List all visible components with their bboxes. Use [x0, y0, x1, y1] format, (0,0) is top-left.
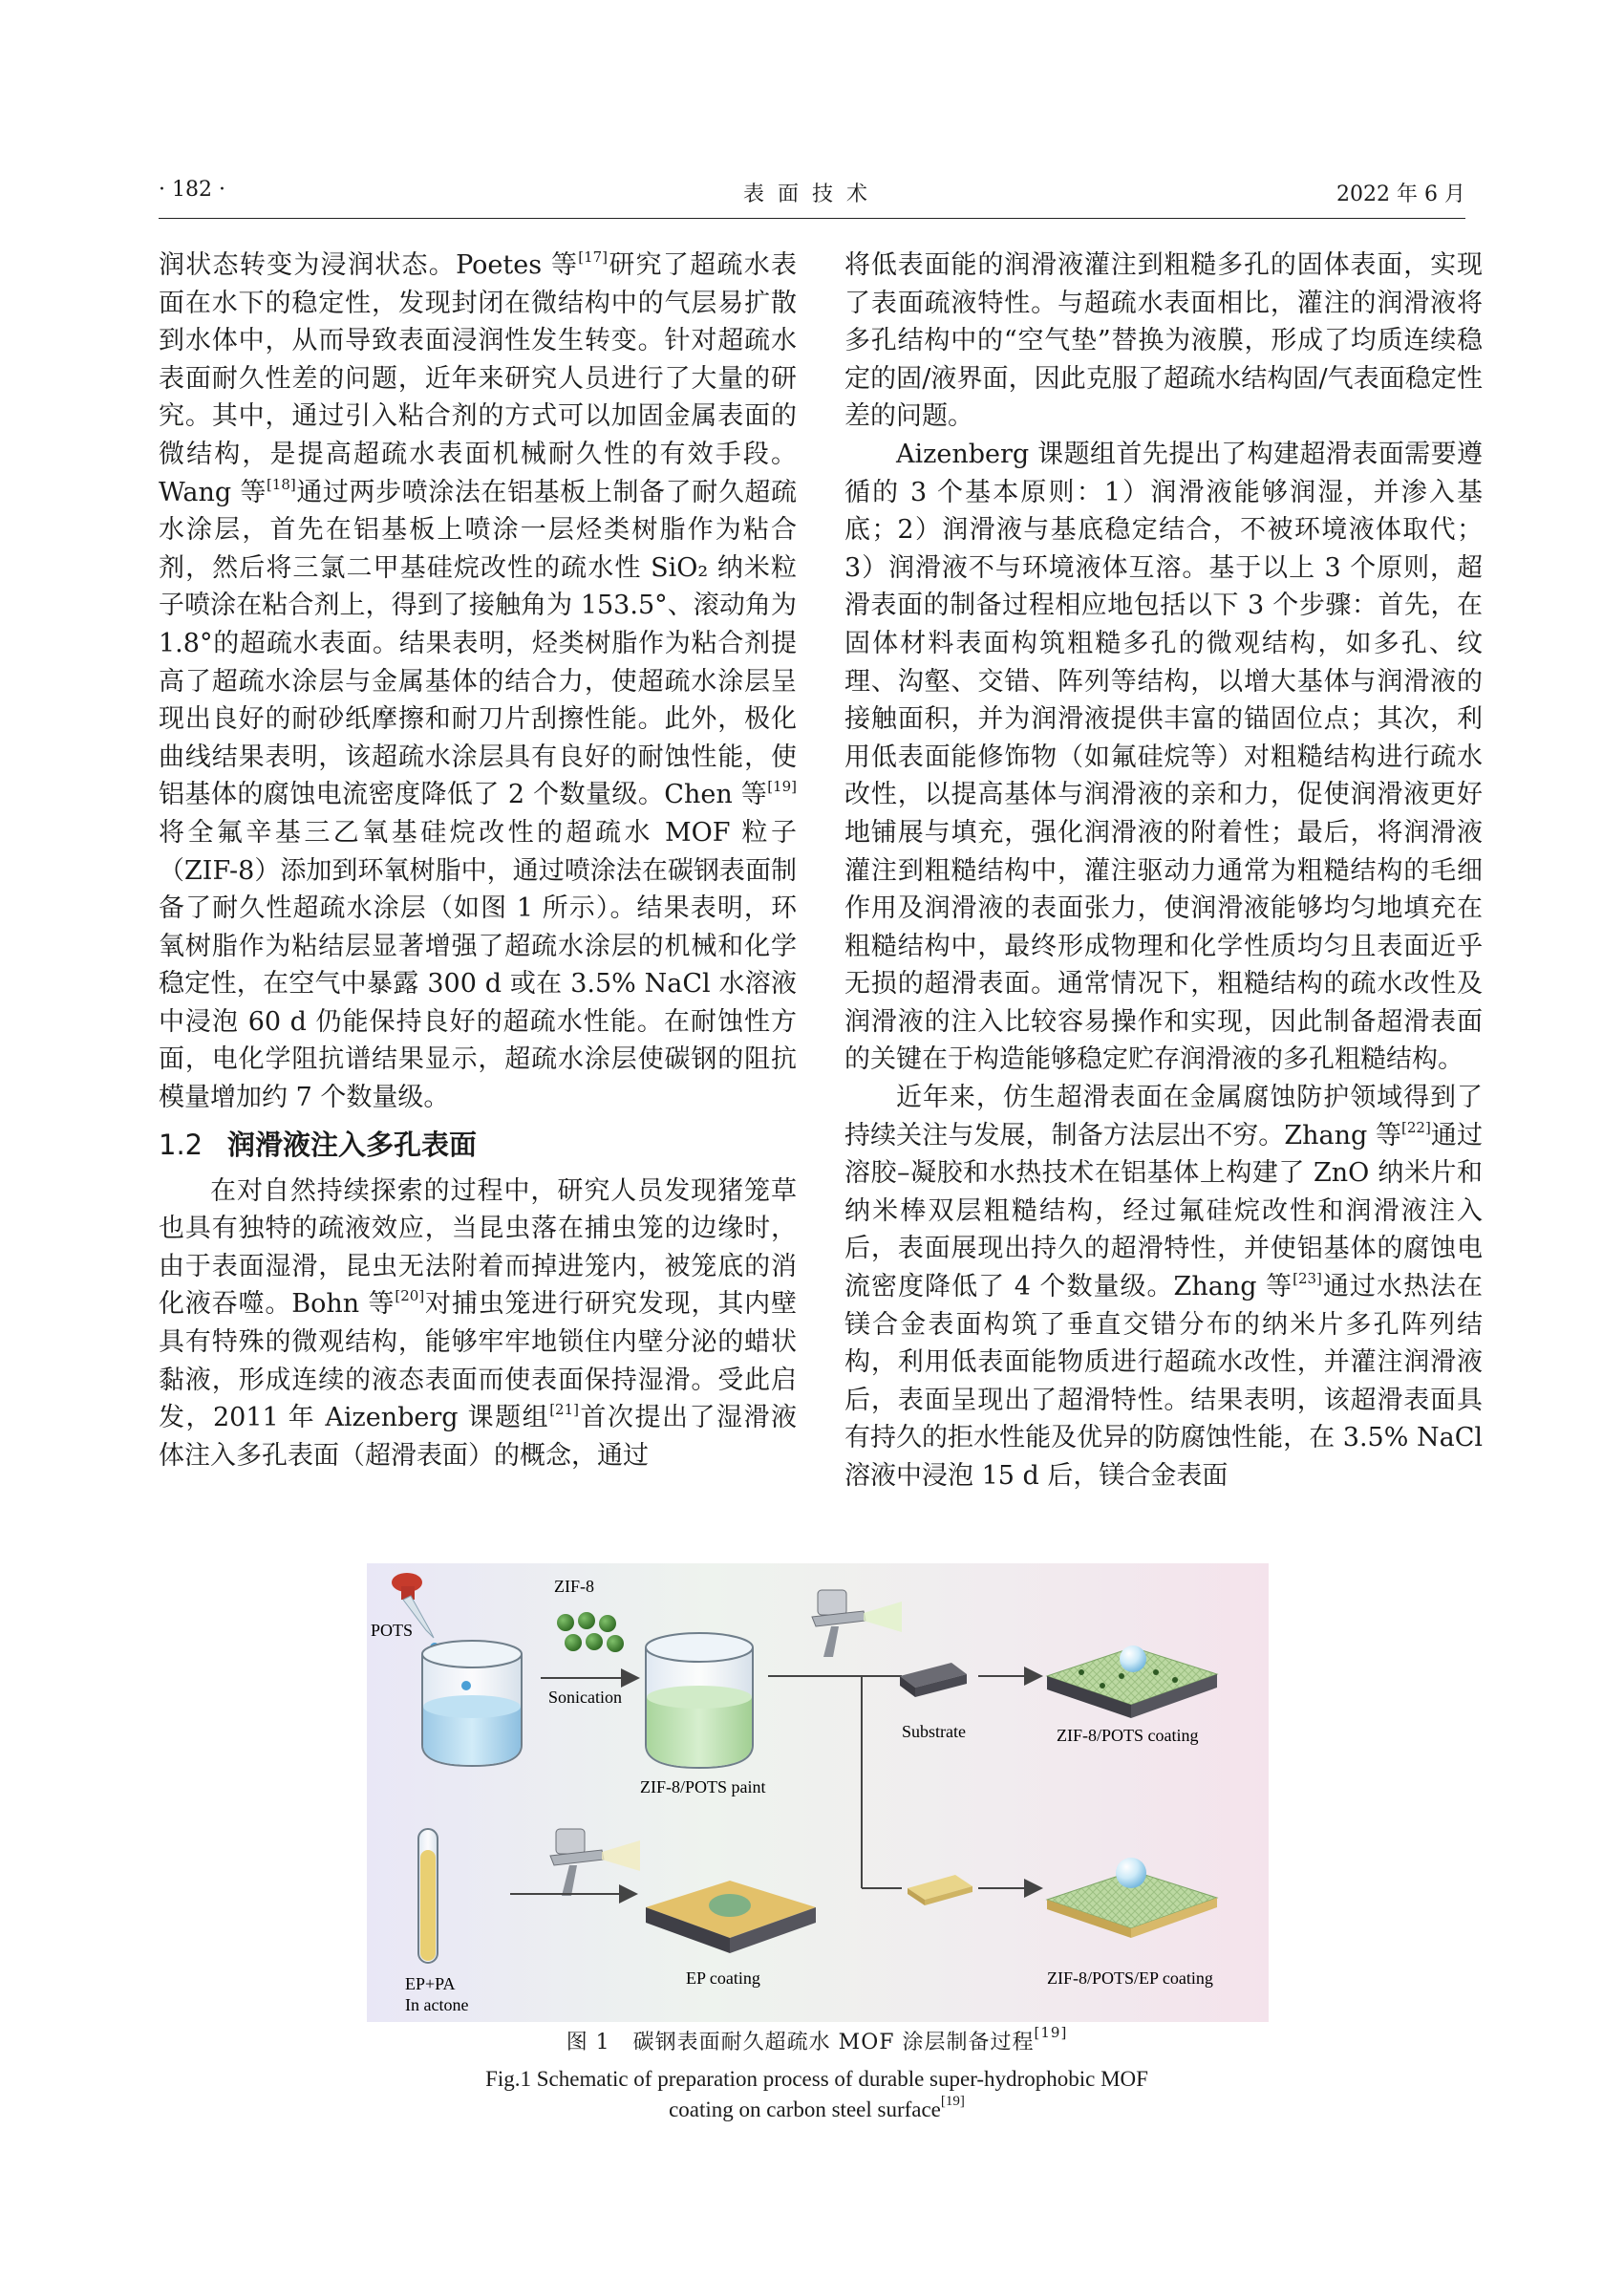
zif8-pots-coated-block	[1047, 1645, 1217, 1718]
spray-gun-icon	[550, 1829, 640, 1896]
issue-date: 2022 年 6 月	[1336, 183, 1465, 206]
zif8-particles	[557, 1612, 624, 1652]
right-column	[844, 247, 1483, 1495]
journal-title: 表面技术	[742, 183, 881, 206]
text-run: 通过水热法在镁合金表面构筑了垂直交错分布的纳米片多孔阵列结构，利用低表面能物质进行超疏水改性，并灌注润滑液后，表面呈现出了超滑特性。结果表明，该超滑表面具有持久的拒水性能及优异的防腐蚀性能，在 3.5% NaCl 溶液中浸泡 15 d 后，镁合金表面	[844, 1272, 1483, 1491]
citation-ref[interactable]: [19]	[767, 778, 797, 796]
label-ep-pa: EP+PA	[405, 1974, 456, 1993]
spray-gun-icon	[812, 1590, 902, 1657]
text-run: 近年来，仿生超滑表面在金属腐蚀防护领域得到了持续关注与发展，制备方法层出不穷。Zhang 等	[844, 1083, 1483, 1151]
text-run: 将全氟辛基三乙氧基硅烷改性的超疏水 MOF 粒子（ZIF-8）添加到环氧树脂中，通过喷涂法在碳钢表面制备了耐久性超疏水涂层（如图 1 所示）。结果表明，环氧树脂作为粘结层显著增强了超疏水涂层的机械和化学稳定性，在空气中暴露 300 d 或在 3.5% NaCl 水溶液中浸泡 60 d 仍能保持良好的超疏水性能。在耐蚀性方面，电化学阻抗谱结果显示，超疏水涂层使碳钢的阻抗模量增加约 7 个数量级。	[159, 817, 797, 1113]
citation-ref[interactable]: [19]	[940, 2094, 965, 2109]
label-paint: ZIF-8/POTS paint	[640, 1777, 766, 1796]
paragraph	[844, 1079, 1483, 1495]
paragraph	[159, 247, 797, 1117]
label-sonication: Sonication	[548, 1688, 622, 1707]
paragraph: 将低表面能的润滑液灌注到粗糙多孔的固体表面，实现了表面疏液特性。与超疏水表面相比，灌注的润滑液将多孔结构中的“空气垫”替换为液膜，形成了均质连续稳定的固/液界面，因此克服了超疏水结构固/气表面稳定性差的问题。	[844, 250, 1483, 432]
beaker-pots	[422, 1641, 522, 1766]
figure-label: 图 1	[566, 2031, 610, 2054]
paragraph	[159, 1172, 797, 1475]
label-coating-2: ZIF-8/POTS/EP coating	[1047, 1968, 1213, 1988]
paragraph: Aizenberg 课题组首先提出了构建超滑表面需要遵循的 3 个基本原则：1）润滑液能够润湿，并渗入基底；2）润滑液与基底稳定结合，不被环境液体取代；3）润滑液不与环境液体互溶。基于以上 3 个原则，超滑表面的制备过程相应地包括以下 3 个步骤：首先，在固体材料表面构筑粗糙多孔的微观结构，如多孔、纹理、沟壑、交错、阵列等结构，以增大基体与润滑液的接触面积，并为润滑液提供丰富的锚固位点；其次，利用低表面能修饰物（如氟硅烷等）对粗糙结构进行疏水改性，以提高基体与润滑液的亲和力，促使润滑液更好地铺展与填充，强化润滑液的附着性；最后，将润滑液灌注到粗糙结构中，灌注驱动力通常为粗糙结构的毛细作用及润滑液的表面张力，使润滑液能够均匀地填充在粗糙结构中，最终形成物理和化学性质均匀且表面近乎无损的超滑表面。通常情况下，粗糙结构的疏水改性及润滑液的注入比较容易操作和实现，因此制备超滑表面的关键在于构造能够稳定贮存润滑液的多孔粗糙结构。	[844, 439, 1483, 1075]
label-ep-coating: EP coating	[686, 1968, 760, 1988]
text-run: 首次提出了湿滑液体注入多孔表面（超滑表面）的概念，通过	[159, 1403, 798, 1471]
left-column	[159, 247, 797, 1474]
text-run: 在对自然持续探索的过程中，研究人员发现猪笼草也具有独特的疏液效应，当昆虫落在捕虫笼的边缘时，由于表面湿滑，昆虫无法附着而掉进笼内，被笼底的消化液吞噬。Bohn 等	[159, 1175, 797, 1320]
section-number: 1.2	[159, 1128, 203, 1161]
substrate-block	[900, 1663, 967, 1697]
citation-ref[interactable]: [22]	[1401, 1118, 1431, 1136]
dropper-icon	[392, 1573, 439, 1652]
section-heading	[159, 1123, 797, 1167]
citation-ref[interactable]: [21]	[549, 1401, 579, 1419]
label-zif8: ZIF-8	[554, 1577, 594, 1596]
figure-1	[367, 1563, 1269, 2022]
section-title: 润滑液注入多孔表面	[227, 1128, 478, 1161]
figure-caption-zh	[325, 2024, 1309, 2058]
header-rule	[159, 218, 1465, 219]
citation-ref[interactable]: [23]	[1293, 1270, 1322, 1288]
citation-ref[interactable]: [18]	[266, 475, 296, 493]
caption-line: Fig.1 Schematic of preparation process of durable super-hydrophobic MOF	[485, 2067, 1148, 2091]
text-run: 研究了超疏水表面在水下的稳定性，发现封闭在微结构中的气层易扩散到水体中，从而导致表面浸润性发生转变。针对超疏水表面耐久性差的问题，近年来研究人员进行了大量的研究。其中，通过引入粘合剂的方式可以加固金属表面的微结构，是提高超疏水表面机械耐久性的有效手段。Wang 等	[159, 250, 797, 507]
beaker-paint	[646, 1633, 753, 1768]
label-pots: POTS	[371, 1621, 414, 1640]
caption-text: coating on carbon steel surface	[669, 2097, 941, 2121]
citation-ref[interactable]: [20]	[395, 1287, 425, 1305]
citation-ref[interactable]: [17]	[578, 248, 609, 266]
page-number: · 182 ·	[159, 178, 225, 202]
test-tube-ep-pa	[418, 1829, 438, 1963]
citation-ref[interactable]: [19]	[1034, 2024, 1068, 2041]
label-coating-1: ZIF-8/POTS coating	[1057, 1726, 1199, 1745]
text-run: 通过两步喷涂法在铝基板上制备了耐久超疏水涂层，首先在铝基板上喷涂一层烃类树脂作为粘合剂，然后将三氯二甲基硅烷改性的疏水性 SiO₂ 纳米粒子喷涂在粘合剂上，得到了接触角为 153.5°、滚动角为 1.8°的超疏水表面。结果表明，烃类树脂作为粘合剂提高了超疏水涂层与金属基体的结合力，使超疏水涂层呈现出良好的耐砂纸摩擦和耐刀片刮擦性能。此外，极化曲线结果表明，该超疏水涂层具有良好的耐蚀性能，使铝基体的腐蚀电流密度降低了 2 个数量级。Chen 等	[159, 477, 798, 810]
caption-line-2	[325, 2095, 1309, 2125]
running-head	[159, 178, 1465, 216]
figure-schematic	[367, 1563, 1269, 2022]
text-run: 通过溶胶–凝胶和水热技术在铝基体上构建了 ZnO 纳米片和纳米棒双层粗糙结构，经过氟硅烷改性和润滑液注入后，表面展现出持久的超滑特性，并使铝基体的腐蚀电流密度降低了 4 个数量级。Zhang 等	[844, 1120, 1483, 1302]
caption-text: 碳钢表面耐久超疏水 MOF 涂层制备过程	[632, 2031, 1035, 2054]
ep-coated-block	[646, 1881, 816, 1953]
text-run: 润状态转变为浸润状态。Poetes 等	[159, 250, 579, 280]
text-run: 对捕虫笼进行研究发现，其内壁具有特殊的微观结构，能够牢牢地锁住内壁分泌的蜡状黏液，形成连续的液态表面而使表面保持湿滑。受此启发，2011 年 Aizenberg 课题组	[159, 1289, 797, 1433]
label-substrate: Substrate	[902, 1722, 966, 1741]
zif8-pots-ep-coated-block	[1047, 1858, 1217, 1938]
ep-substrate-block	[908, 1875, 972, 1905]
figure-caption-en	[325, 2064, 1309, 2125]
label-in-actone: In actone	[405, 1995, 469, 2014]
